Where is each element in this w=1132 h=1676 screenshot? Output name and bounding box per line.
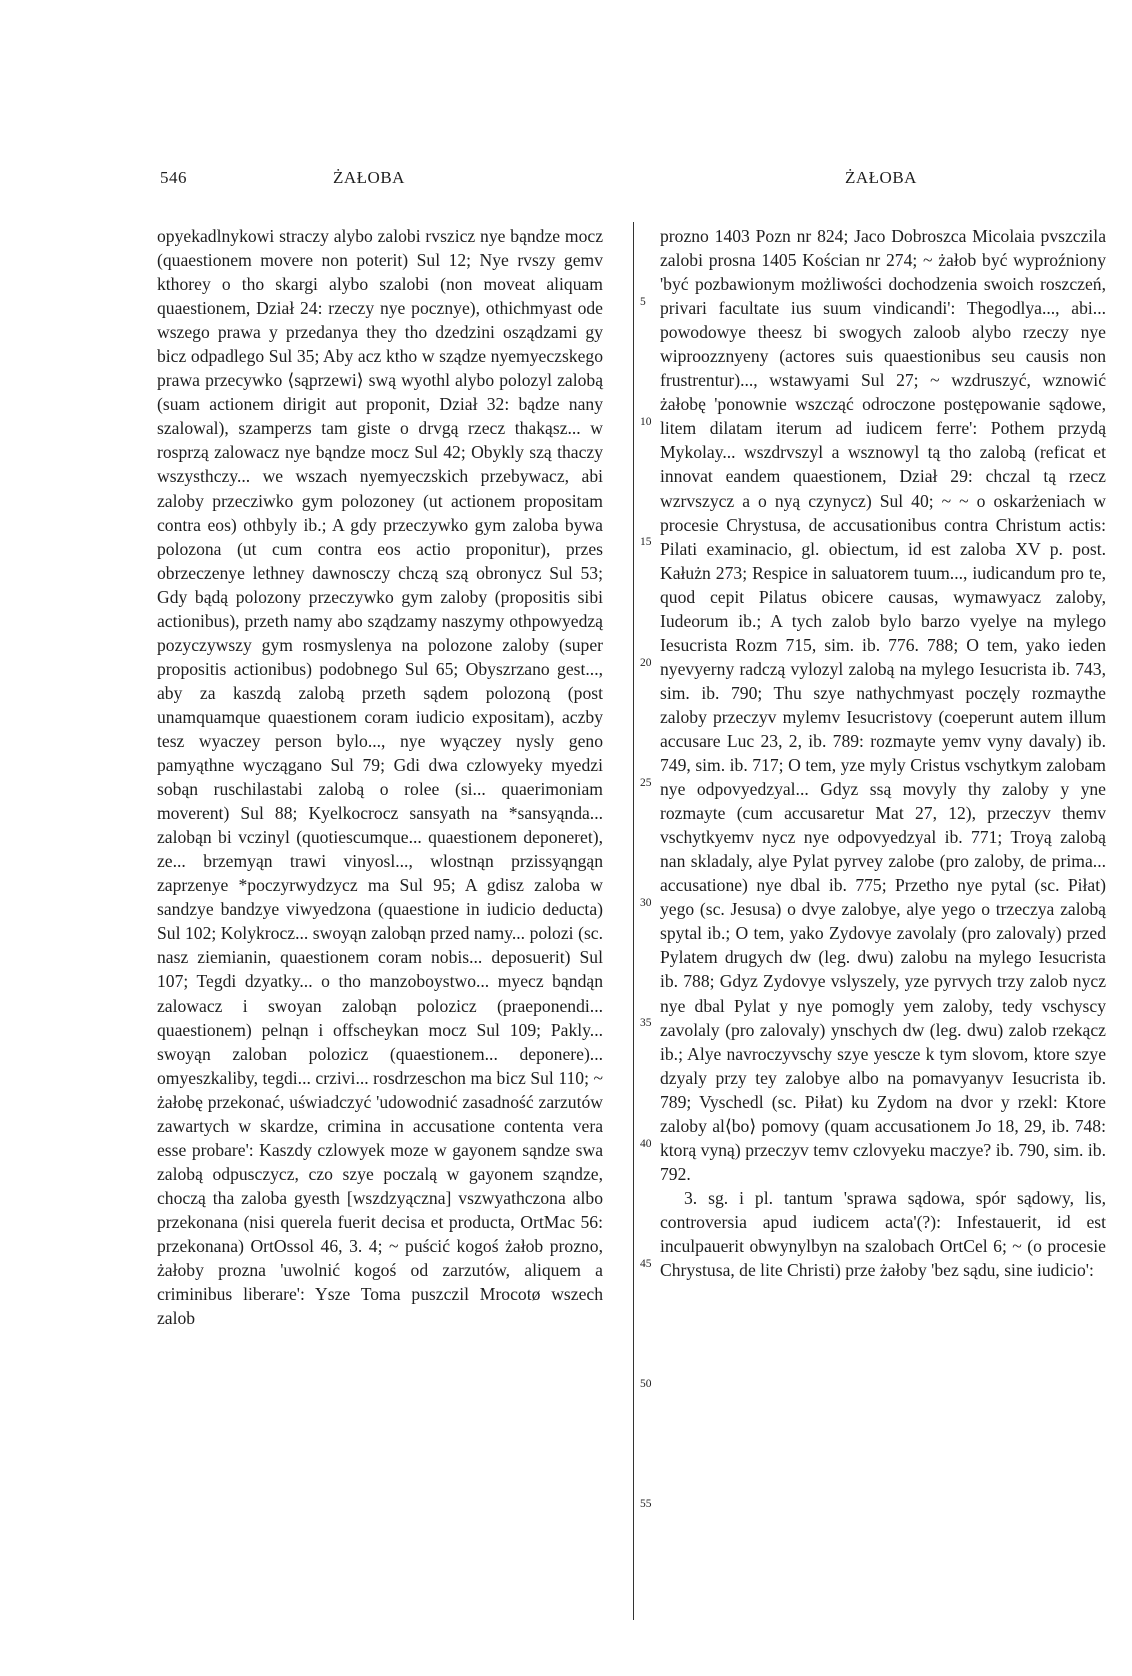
left-column [157, 224, 603, 1330]
right-column-text: prozno 1403 Pozn nr 824; Jaco Dobroszca Micolaia pvszczila zalobi prosna 1405 Kościan nr 274; ~ żałob być wyproźniony 'być pozbawionym możliwości dochodzenia swoich roszczeń, privari facultate ius suum vindicandi': Thegodlya..., abi... powodowye theesz bi swogych zaloob alybo rzeczy nye wiproozznyeny (actores suis quaestionibus seu causis non frustrentur)..., wstawyami Sul 27; ~ wzdruszyć, wznowić żałobę 'ponownie wszcząć odroczone postępowanie sądowe, litem dilatam iterum ad iudicem ferre': Pothem przydą Mykolay... wszdrvszyl a wsznowyl tą tho zalobą (reficat et innovat eandem quaestionem, Dział 29: chczal tą rzecz wzrvszycz a o nyą czynycz) Sul 40; ~ ~ o oskarżeniach w procesie Chrystusa, de accusationibus contra Christum actis: Pilati examinacio, gl. obiectum, id est zaloba XV p. post. Kałużn 273; Respice in saluatorem tuum..., iudicandum pro te, quod cepit Pilatus obicere causas, wymawyacz zaloby, Iudeorum ib.; A tych zalob bylo barzo vyelye na mylego Iesucrista Rozm 715, sim. ib. 776. 788; O tem, yako ieden nyevyerny radczą vylozyl zalobą na mylego Iesucrista ib. 743, sim. ib. 790; Thu szye nathychmyast poczęly rozmaythe zaloby przeczyv mylemv Iesucristovy (coeperunt autem illum accusare Luc 23, 2, ib. 789: rozmayte yemv vyny davaly) ib. 749, sim. ib. 717; O tem, yze myly Cristus vschytkym zalobam nye odpovyedzyal... Gdyz ssą movyly thy zaloby y yne rozmayte (cum accusaretur Mat 27, 12), przeczyv themv vschytkyemv nycz nye odpovyedzyal ib. 771; Troyą zalobą nan skladaly, alye Pylat pyrvey zalobe (pro zaloby, de prima... accusatione) nye dbal ib. 775; Przetho nye pytal (sc. Piłat) yego (sc. Jesusa) o dvye zalobye, alye yego o trzeczya zalobą spytal ib.; O tem, yako Zydovye zavolaly (pro zalovaly) przed Pylatem drugych dw (leg. dwu) zalobu na mylego Iesucrista ib. 788; Gdyz Zydovye vslyszely, yze pyrvych trzy zalob nycz nye dbal Pylat y nye pomogly yem zaloby, tedy vschyscy zavolaly (pro zalovaly) ynschych dw (leg. dwu) zalob rzekącz ib.; Alye navroczyvschy szye yescze k tym slovom, ktore szye dzyaly przy tey zalobye albo na pomavyanyv Iesucrista ib. 789; Vyschedl (sc. Piłat) ku Zydom na dvor y rzekl: Ktore zaloby al⟨bo⟩ pomovy (quam accusationem Jo 18, 29, ib. 748: ktorą vyną) przeczyv temv czlovyeku maczye? ib. 790, sim. ib. 792. [660, 226, 1106, 1184]
line-number: 15 [640, 536, 652, 548]
line-number: 35 [640, 1017, 652, 1029]
line-number: 30 [640, 897, 652, 909]
line-number: 10 [640, 416, 652, 428]
right-column [660, 224, 1106, 1282]
page-number: 546 [160, 168, 187, 187]
line-number: 50 [640, 1378, 652, 1390]
line-number: 20 [640, 657, 652, 669]
right-column-section-3: 3. sg. i pl. tantum 'sprawa sądowa, spór sądowy, lis, controversia apud iudicem acta'(?): Infestauerit, id est inculpauerit obwynylbyn na szalobach OrtCel 6; ~ (o procesie Chrystusa, de lite Christi) prze żałoby 'bez sądu, sine iudicio': [660, 1187, 1106, 1281]
running-head-right: ŻAŁOBA [845, 168, 917, 187]
line-number: 5 [640, 296, 646, 308]
running-header [0, 168, 1132, 194]
line-number: 45 [640, 1258, 652, 1270]
line-number: 40 [640, 1138, 652, 1150]
left-column-text: opyekadlnykowi straczy alybo zalobi rvszicz nye bąndze mocz (quaestionem movere non poterit) Sul 12; Nye rvszy gemv kthorey o tho skargi alybo szalobi (non moveat aliquam quaestionem, Dział 24: rzeczy nye pocznye), othichmyast ode wszego prawa y przedanya they tho dzedzini osządzami gy bicz odpadlego Sul 35; Aby acz ktho w sządze nyemyeczskego prawa przecywko ⟨sąprzewi⟩ swą wyothl alybo polozyl zalobą (suam actionem dirigit aut proponit, Dział 32: bądze nany szalowal), szamperzs tam giste o drvgą rzecz thakąsz... w rosprzą zalowacz nye bąndze mocz Sul 42; Obykly szą thaczy wszysthczy... we wszach nyemyeczskich przebywacz, abi zaloby przecziwko gym polozoney (ut actionem propositam contra eos) othbyly ib.; A gdy przeczywko gym zaloba bywa polozona (ut cum contra eos actio proponitur), przes obrzeczenye lethney dawnosczy chczą szą obronycz Sul 53; Gdy bądą polozony przeczywko gym zaloby (propositis sibi actionibus), przeth namy abo sządzamy naszymy othpowyedzą pozyczywszy gym rosmyslenya na polozone zaloby (super propositis actionibus) podobnego Sul 65; Obyszrzano gest..., aby za kaszdą zalobą przeth sądem polozoną (post unamquamque quaestionem coram iudicio expositam), aczby tesz wyaczey person bylo..., nye wyączey nysly geno pamyąthne wyczągano Sul 79; Gdi dwa czlowyeky myedzi sobąn ruschilastabi zalobą o rolee (si... quaerimoniam moverent) Sul 88; Kyelkocrocz sansyath na *sansyąnda... zalobąn bi vczinyl (quotiescumque... quaestionem deponeret), ze... brzemyąn trawi vinyosl..., wlostnąn przissyąngąn zaprzenye *poczyrwydzycz ma Sul 95; A gdisz zaloba w sandzye bandzye viwyedzona (quaestione in iudicio deducta) Sul 102; Kolykrocz... swoyąn zalobąn przed namy... polozi (sc. nasz ziemianin, quaestionem coram nobis... deposuerit) Sul 107; Tegdi dzyatky... o tho manzoboystwo... myecz bąndąn zalowacz i swoyan zalobąn polozicz (praeponendi... quaestionem) pelnąn i offscheykan mocz Sul 109; Pakly... swoyąn zaloban polozicz (quaestionem... deponere)... omyeszkaliby, tegdi... crzivi... rosdrzeschon ma bicz Sul 110; ~ żałobę przekonać, uświadczyć 'udowodnić zasadność zarzutów zawartych w skardze, crimina in accusatione contenta vera esse probare': Kaszdy czlowyek moze w gayonem sąndze swa zalobą odpusczycz, czo szye poczalą w gayonem sząndze, choczą tha zaloba gyesth [wszdzyączna] vszwyathczona albo przekonana (nisi querela fuerit decisa et producta, OrtMac 56: przekonana) OrtOssol 46, 3. 4; ~ puścić kogoś żałob prozno, żałoby prozna 'uwolnić kogoś od zarzutów, aliquem a criminibus liberare': Ysze Toma puszczil Mrocotø wszech zalob [157, 226, 603, 1329]
column-divider [633, 222, 634, 1620]
running-head-left: ŻAŁOBA [333, 168, 405, 187]
line-number: 25 [640, 777, 652, 789]
line-number: 55 [640, 1498, 652, 1510]
